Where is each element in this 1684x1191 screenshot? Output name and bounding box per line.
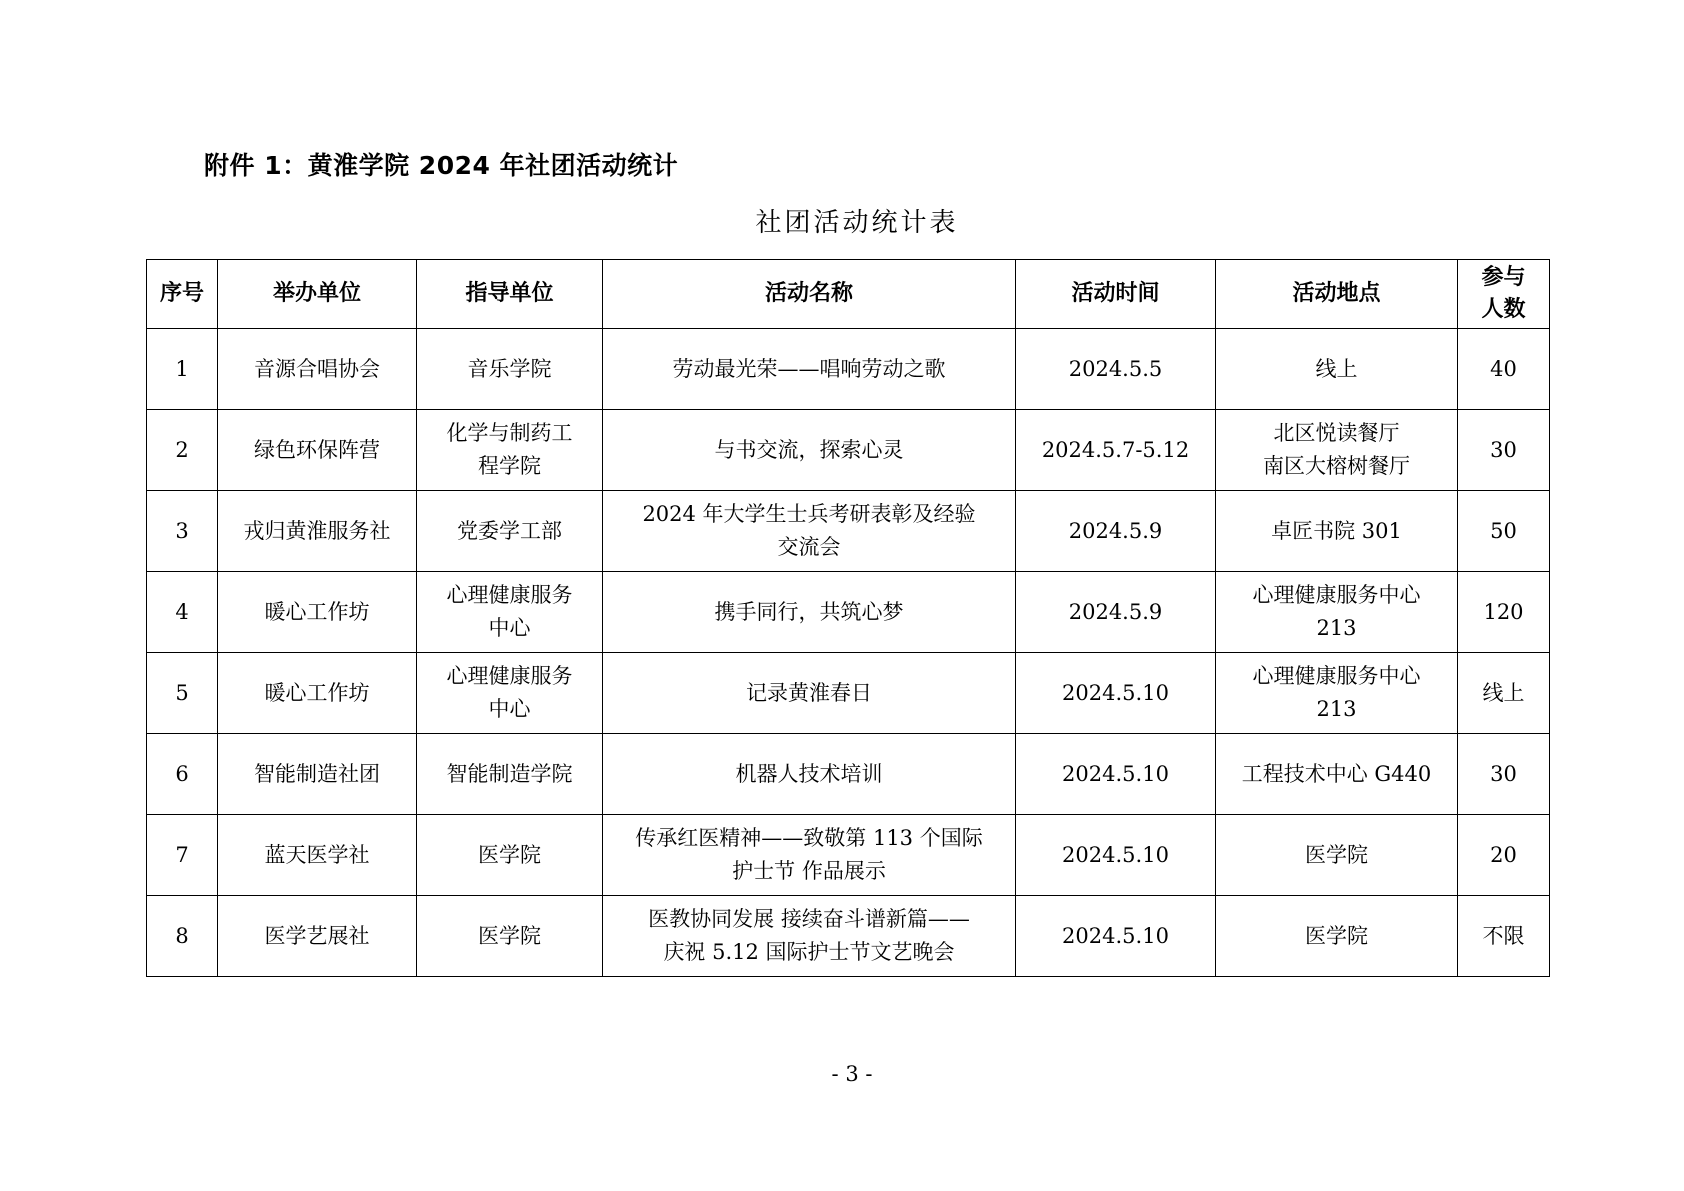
cell-index-text: 7 (175, 842, 189, 867)
cell-activity-name-text: 传承红医精神——致敬第 113 个国际 护士节 作品展示 (635, 826, 983, 883)
cell-supervisor-text: 化学与制药工 程学院 (446, 421, 573, 478)
header-organizer-label: 举办单位 (272, 281, 361, 306)
cell-organizer-text: 绿色环保阵营 (254, 437, 380, 462)
cell-activity-location (1216, 329, 1458, 410)
cell-activity-time (1016, 572, 1216, 653)
cell-activity-time-text: 2024.5.10 (1062, 680, 1169, 705)
cell-index-text: 4 (175, 599, 189, 624)
table-header-row (147, 260, 1550, 329)
cell-organizer (218, 491, 417, 572)
cell-activity-time (1016, 896, 1216, 977)
cell-supervisor-text: 音乐学院 (467, 356, 552, 381)
table-row (147, 491, 1550, 572)
cell-organizer-text: 蓝天医学社 (264, 842, 370, 867)
cell-activity-name (603, 572, 1016, 653)
cell-supervisor-text: 心理健康服务 中心 (446, 664, 573, 721)
header-activity-location (1216, 260, 1458, 329)
cell-supervisor-text: 智能制造学院 (446, 761, 573, 786)
cell-supervisor-text: 党委学工部 (457, 518, 562, 543)
cell-supervisor (417, 815, 603, 896)
table-row (147, 410, 1550, 491)
cell-organizer (218, 815, 417, 896)
cell-supervisor (417, 734, 603, 815)
cell-organizer (218, 410, 417, 491)
cell-activity-location (1216, 896, 1458, 977)
cell-activity-time-text: 2024.5.10 (1062, 842, 1169, 867)
cell-activity-time (1016, 410, 1216, 491)
cell-activity-time (1016, 815, 1216, 896)
cell-supervisor (417, 410, 603, 491)
cell-activity-location-text: 医学院 (1305, 923, 1368, 948)
cell-activity-location (1216, 653, 1458, 734)
cell-participants (1458, 896, 1550, 977)
cell-index-text: 1 (175, 356, 189, 381)
cell-activity-name (603, 491, 1016, 572)
cell-activity-time-text: 2024.5.10 (1062, 761, 1169, 786)
cell-activity-time (1016, 491, 1216, 572)
cell-index (147, 572, 218, 653)
cell-supervisor-text: 医学院 (478, 842, 541, 867)
header-activity-name-label: 活动名称 (764, 281, 853, 306)
cell-index (147, 410, 218, 491)
cell-participants-text: 40 (1490, 356, 1517, 381)
cell-activity-location (1216, 734, 1458, 815)
cell-activity-name (603, 410, 1016, 491)
cell-participants (1458, 491, 1550, 572)
header-participants-label: 参与 人数 (1481, 265, 1526, 322)
cell-organizer (218, 329, 417, 410)
cell-index-text: 5 (175, 680, 189, 705)
cell-activity-time-text: 2024.5.9 (1068, 599, 1163, 624)
cell-activity-name-text: 与书交流，探索心灵 (714, 437, 904, 462)
cell-supervisor-text: 心理健康服务 中心 (446, 583, 573, 640)
cell-organizer (218, 734, 417, 815)
cell-activity-name (603, 653, 1016, 734)
header-index-label: 序号 (159, 281, 204, 306)
table-row (147, 329, 1550, 410)
header-organizer (218, 260, 417, 329)
cell-activity-name (603, 734, 1016, 815)
cell-organizer-text: 暖心工作坊 (264, 599, 370, 624)
table-row (147, 815, 1550, 896)
cell-activity-name-text: 机器人技术培训 (735, 761, 883, 786)
cell-participants (1458, 815, 1550, 896)
cell-participants-text: 30 (1490, 437, 1517, 462)
cell-activity-name (603, 329, 1016, 410)
cell-activity-location-text: 工程技术中心 G440 (1241, 761, 1432, 786)
header-activity-time-label: 活动时间 (1071, 281, 1160, 306)
table-row (147, 572, 1550, 653)
cell-activity-location-text: 心理健康服务中心 213 (1252, 583, 1421, 640)
cell-participants (1458, 734, 1550, 815)
header-activity-name (603, 260, 1016, 329)
cell-activity-time (1016, 329, 1216, 410)
table-row (147, 896, 1550, 977)
cell-activity-location (1216, 410, 1458, 491)
cell-index (147, 329, 218, 410)
cell-activity-name (603, 896, 1016, 977)
cell-index (147, 491, 218, 572)
cell-index (147, 653, 218, 734)
cell-activity-location-text: 卓匠书院 301 (1271, 518, 1402, 543)
cell-participants-text: 120 (1483, 599, 1524, 624)
cell-organizer (218, 572, 417, 653)
cell-activity-location (1216, 572, 1458, 653)
cell-activity-name-text: 携手同行，共筑心梦 (714, 599, 904, 624)
cell-index-text: 2 (175, 437, 189, 462)
cell-activity-location-text: 心理健康服务中心 213 (1252, 664, 1421, 721)
cell-supervisor (417, 491, 603, 572)
cell-supervisor (417, 329, 603, 410)
cell-participants (1458, 572, 1550, 653)
cell-activity-location (1216, 491, 1458, 572)
cell-index-text: 8 (175, 923, 189, 948)
cell-index-text: 6 (175, 761, 189, 786)
cell-organizer-text: 医学艺展社 (264, 923, 370, 948)
cell-organizer-text: 音源合唱协会 (254, 356, 380, 381)
cell-participants (1458, 653, 1550, 734)
cell-activity-time-text: 2024.5.10 (1062, 923, 1169, 948)
cell-activity-location (1216, 815, 1458, 896)
cell-activity-time-text: 2024.5.7-5.12 (1041, 437, 1190, 462)
header-supervisor-label: 指导单位 (465, 281, 554, 306)
cell-index-text: 3 (175, 518, 189, 543)
table-title: 社团活动统计表 (755, 208, 959, 238)
cell-activity-time (1016, 734, 1216, 815)
cell-index (147, 815, 218, 896)
cell-organizer-text: 智能制造社团 (254, 761, 380, 786)
cell-activity-time-text: 2024.5.9 (1068, 518, 1163, 543)
cell-activity-location-text: 线上 (1315, 356, 1358, 381)
activity-stats-table (146, 259, 1550, 977)
cell-activity-name-text: 2024 年大学生士兵考研表彰及经验 交流会 (642, 502, 976, 559)
cell-supervisor (417, 653, 603, 734)
cell-organizer-text: 暖心工作坊 (264, 680, 370, 705)
cell-participants (1458, 410, 1550, 491)
cell-organizer (218, 653, 417, 734)
cell-supervisor (417, 896, 603, 977)
header-activity-location-label: 活动地点 (1292, 281, 1381, 306)
cell-supervisor (417, 572, 603, 653)
cell-activity-name-text: 医教协同发展 接续奋斗谱新篇—— 庆祝 5.12 国际护士节文艺晚会 (648, 907, 970, 964)
table-body (147, 329, 1550, 977)
table-row (147, 734, 1550, 815)
page-number: - 3 - (831, 1062, 873, 1086)
cell-index (147, 734, 218, 815)
cell-activity-name-text: 劳动最光荣——唱响劳动之歌 (672, 356, 946, 381)
cell-activity-name (603, 815, 1016, 896)
cell-activity-time-text: 2024.5.5 (1068, 356, 1163, 381)
cell-supervisor-text: 医学院 (478, 923, 541, 948)
cell-index (147, 896, 218, 977)
table-row (147, 653, 1550, 734)
header-participants (1458, 260, 1550, 329)
cell-activity-name-text: 记录黄淮春日 (746, 680, 872, 705)
cell-organizer (218, 896, 417, 977)
header-index (147, 260, 218, 329)
cell-participants-text: 50 (1490, 518, 1517, 543)
cell-organizer-text: 戎归黄淮服务社 (243, 518, 391, 543)
cell-participants-text: 不限 (1482, 923, 1525, 948)
header-supervisor (417, 260, 603, 329)
cell-participants-text: 30 (1490, 761, 1517, 786)
header-activity-time (1016, 260, 1216, 329)
cell-participants-text: 20 (1490, 842, 1517, 867)
cell-activity-location-text: 医学院 (1305, 842, 1368, 867)
cell-participants (1458, 329, 1550, 410)
cell-participants-text: 线上 (1482, 680, 1525, 705)
cell-activity-time (1016, 653, 1216, 734)
document-heading: 附件 1：黄淮学院 2024 年社团活动统计 (204, 151, 679, 180)
cell-activity-location-text: 北区悦读餐厅 南区大榕树餐厅 (1263, 421, 1410, 478)
